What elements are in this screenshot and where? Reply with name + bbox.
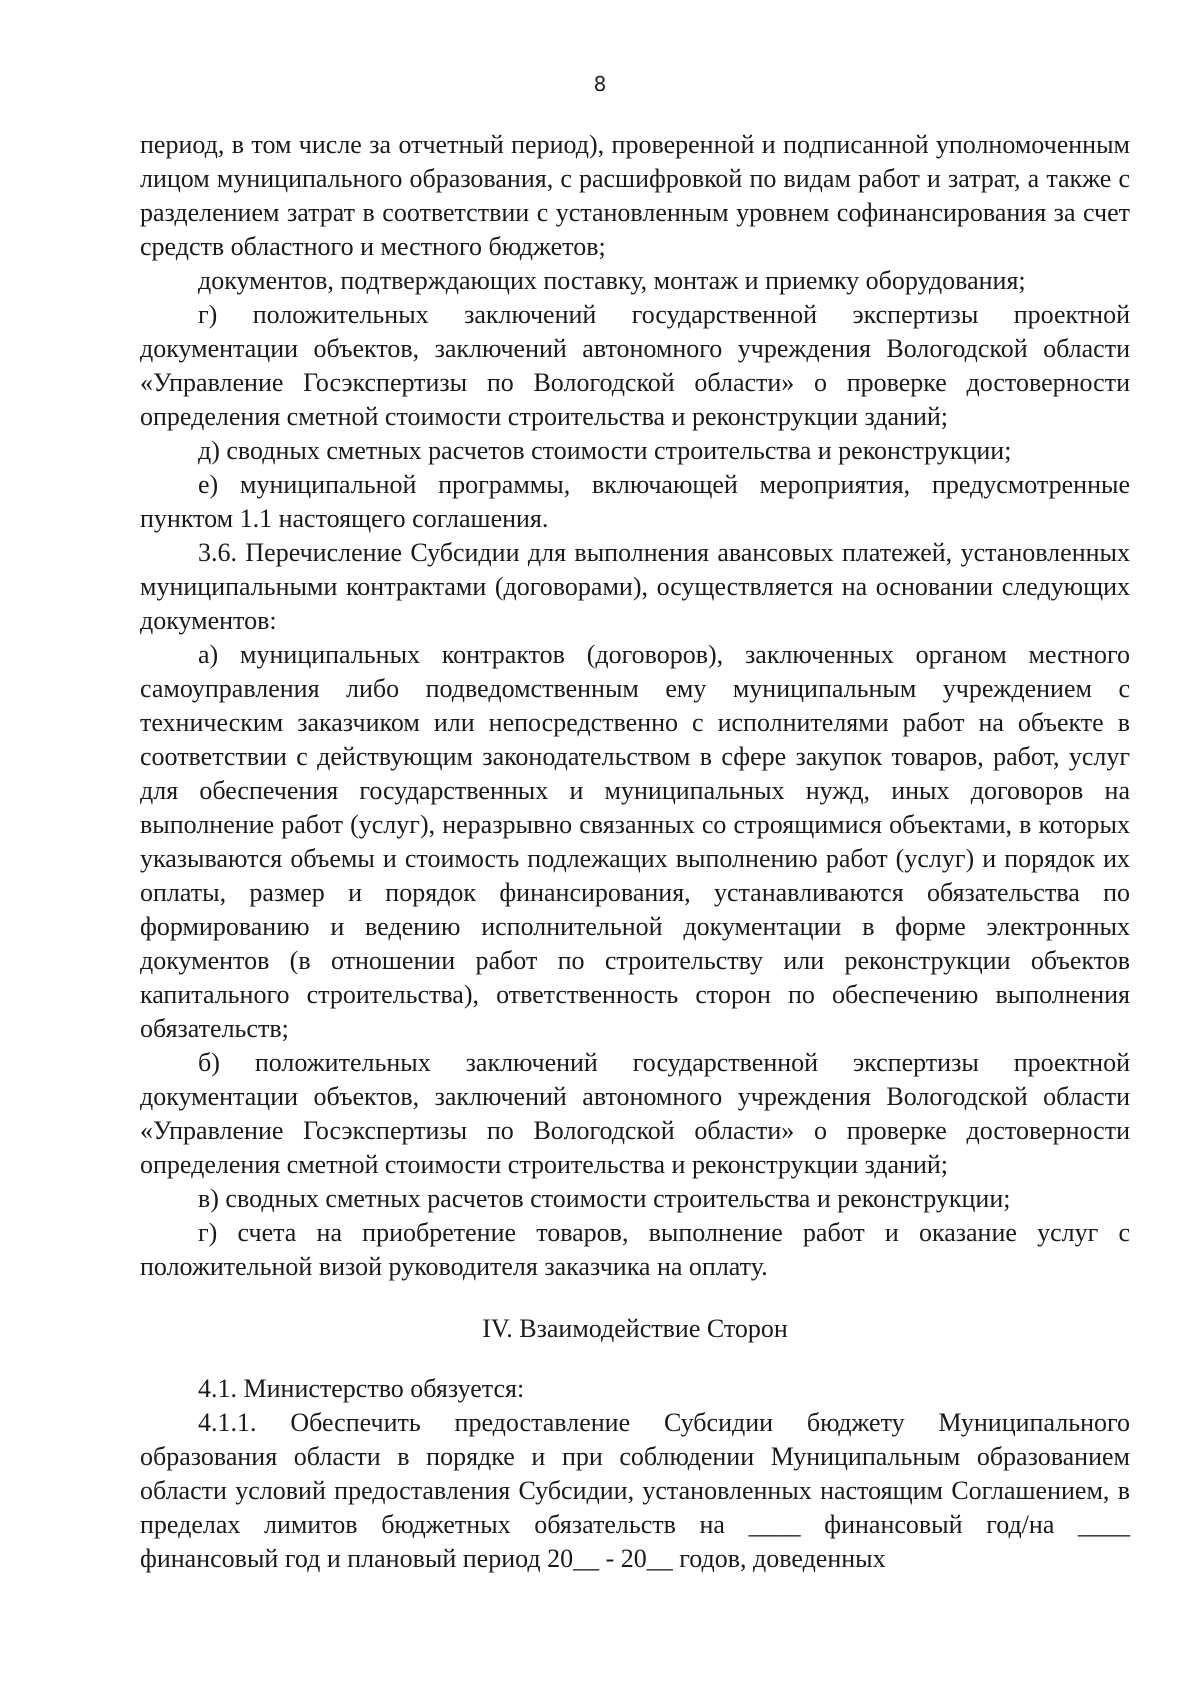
paragraph-clause-3-6: 3.6. Перечисление Субсидии для выполнения авансовых платежей, установленных муниципальными контрактами (договорами), осуществляется на основании следующих документов: <box>140 538 1130 635</box>
page-number: 8 <box>593 72 607 96</box>
document-body <box>140 128 1130 1576</box>
paragraph-item-g: г) положительных заключений государственной экспертизы проектной документации объектов, заключений автономного учреждения Вологодской области «Управление Госэкспертизы по Вологодской области» о проверке достоверности определения сметной стоимости строительства и реконструкции зданий; <box>140 300 1130 431</box>
paragraph-item-documents: документов, подтверждающих поставку, монтаж и приемку оборудования; <box>198 266 1026 295</box>
paragraph-item-d: д) сводных сметных расчетов стоимости строительства и реконструкции; <box>198 436 1012 465</box>
paragraph-item-g-invoice: г) счета на приобретение товаров, выполнение работ и оказание услуг с положительной визой руководителя заказчика на оплату. <box>140 1218 1130 1281</box>
paragraph-item-b: б) положительных заключений государственной экспертизы проектной документации объектов, заключений автономного учреждения Вологодской области «Управление Госэкспертизы по Вологодской области» о проверке достоверности определения сметной стоимости строительства и реконструкции зданий; <box>140 1048 1130 1179</box>
paragraph-item-v: в) сводных сметных расчетов стоимости строительства и реконструкции; <box>198 1184 1011 1213</box>
paragraph-clause-4-1: 4.1. Министерство обязуется: <box>198 1374 525 1403</box>
paragraph-continuation: период, в том числе за отчетный период), проверенной и подписанной уполномоченным лицом муниципального образования, с расшифровкой по видам работ и затрат, а также с разделением затрат в соответствии с установленным уровнем софинансирования за счет средств областного и местного бюджетов; <box>140 130 1130 261</box>
paragraph-item-a: а) муниципальных контрактов (договоров), заключенных органом местного самоуправления либо подведомственным ему муниципальным учреждением с техническим заказчиком или непосредственно с исполнителями работ на объекте в соответствии с действующим законодательством в сфере закупок товаров, работ, услуг для обеспечения государственных и муниципальных нужд, иных договоров на выполнение работ (услуг), неразрывно связанных со строящимися объектами, в которых указываются объемы и стоимость подлежащих выполнению работ (услуг) и порядок их оплаты, размер и порядок финансирования, устанавливаются обязательства по формированию и ведению исполнительной документации в форме электронных документов (в отношении работ по строительству или реконструкции объектов капитального строительства), ответственность сторон по обеспечению выполнения обязательств; <box>140 640 1130 1043</box>
paragraph-item-e: е) муниципальной программы, включающей мероприятия, предусмотренные пунктом 1.1 настоящего соглашения. <box>140 470 1130 533</box>
section-heading: IV. Взаимодействие Сторон <box>482 1314 788 1343</box>
paragraph-clause-4-1-1: 4.1.1. Обеспечить предоставление Субсидии бюджету Муниципального образования области в порядке и при соблюдении Муниципальным образованием области условий предоставления Субсидии, установленных настоящим Соглашением, в пределах лимитов бюджетных обязательств на ____ финансовый год/на ____ финансовый год и плановый период 20__ - 20__ годов, доведенных <box>140 1408 1130 1573</box>
